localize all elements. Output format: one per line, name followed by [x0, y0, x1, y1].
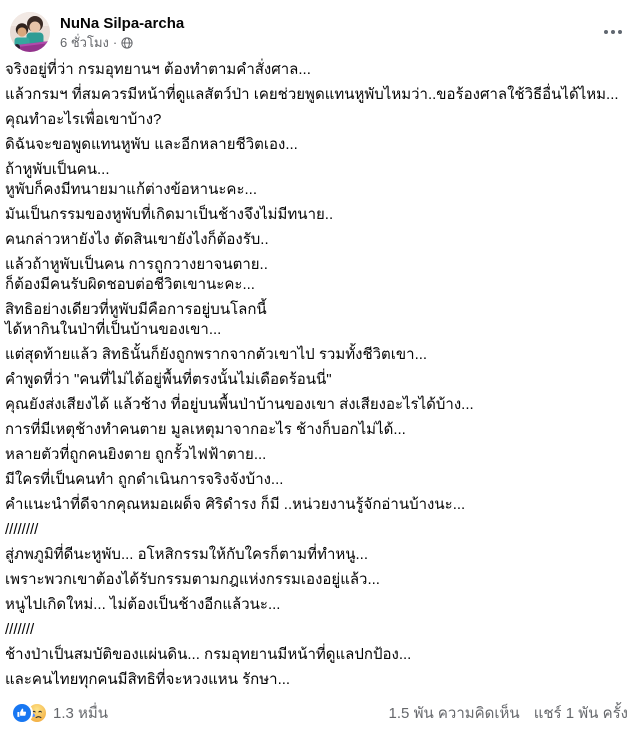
post-paragraph: [5, 495, 630, 515]
post-paragraph: [5, 395, 630, 415]
avatar-photo: [10, 12, 50, 52]
post-paragraph: [5, 470, 630, 490]
post-line: คุณยังส่งเสียงได้ แล้วช้าง ที่อยู่บนพื้นป่าบ้านของเขา ส่งเสียงอะไรได้บ้าง...: [5, 396, 474, 413]
post-paragraph: [5, 60, 630, 80]
post-line: ก็ต้องมีคนรับผิดชอบต่อชีวิตเขานะคะ...: [5, 276, 255, 293]
reactions-summary[interactable]: [13, 701, 108, 725]
post-line: สู่ภพภูมิที่ดีนะหูพับ... อโหสิกรรมให้กับใครก็ตามที่ทำหนู...: [5, 546, 369, 563]
post-line: ช้างป่าเป็นสมบัติของแผ่นดิน... กรมอุทยานมีหน้าที่ดูแลปกป้อง...: [5, 646, 412, 663]
post-line: ได้หากินในป่าที่เป็นบ้านของเขา...: [5, 321, 222, 338]
more-options-button[interactable]: [598, 16, 628, 48]
post-line: สิทธิอย่างเดียวที่หูพับมีคือการอยู่บนโลกนี้: [5, 301, 267, 318]
post-line: ////////: [5, 521, 39, 538]
post-line: มีใครที่เป็นคนทำ ถูกดำเนินการจริงจังบ้าง...: [5, 471, 284, 488]
post-paragraph: [5, 255, 630, 295]
post-line: หลายตัวที่ถูกคนยิงตาย ถูกรั้วไฟฟ้าตาย...: [5, 446, 267, 463]
post-paragraph: [5, 545, 630, 565]
post-paragraph: [5, 160, 630, 200]
post-paragraph: [5, 595, 630, 615]
post-line: มันเป็นกรรมของหูพับที่เกิดมาเป็นช้างจึงไม่มีทนาย..: [5, 206, 334, 223]
reaction-icons: [13, 704, 46, 722]
post-paragraph: [5, 370, 630, 390]
avatar[interactable]: [10, 12, 50, 52]
post-line: คำแนะนำที่ดีจากคุณหมอเผด็จ ศิริดำรง ก็มี ..หน่วยงานรู้จักอ่านบ้างนะ...: [5, 496, 466, 513]
like-icon: [13, 704, 31, 722]
post-paragraph: [5, 205, 630, 225]
post-paragraph: [5, 230, 630, 250]
post-paragraph: [5, 345, 630, 365]
ellipsis-icon: [602, 22, 624, 42]
post-text: [0, 56, 640, 690]
post-paragraph: [5, 445, 630, 465]
post-line: เพราะพวกเขาต้องได้รับกรรมตามกฎแห่งกรรมเองอยู่แล้ว...: [5, 571, 380, 588]
post-paragraph: [5, 135, 630, 155]
post-header-info: [60, 12, 184, 51]
meta-separator: ·: [112, 35, 118, 50]
post-line: ดิฉันจะขอพูดแทนหูพับ และอีกหลายชีวิตเอง...: [5, 136, 298, 153]
post-line: แต่สุดท้ายแล้ว สิทธินั้นก็ยังถูกพรากจากตัวเขาไป รวมทั้งชีวิตเขา...: [5, 346, 428, 363]
engagement-bar: [0, 701, 640, 725]
post-paragraph: [5, 670, 630, 690]
globe-icon: [121, 37, 133, 49]
author-name[interactable]: NuNa Silpa-archa: [60, 15, 185, 32]
post-line: ถ้าหูพับเป็นคน...: [5, 161, 110, 178]
post-meta: [60, 35, 184, 51]
reactions-count: 1.3 หมื่น: [53, 705, 109, 722]
shares-count[interactable]: แชร์ 1 พัน ครั้ง: [533, 705, 628, 722]
post-line: คนกล่าวหายังไง ตัดสินเขายังไงก็ต้องรับ..: [5, 231, 269, 248]
comments-shares-counts: [389, 701, 628, 725]
post-paragraph: [5, 645, 630, 665]
post-line: หูพับก็คงมีทนายมาแก้ต่างข้อหานะคะ...: [5, 181, 258, 198]
comments-count[interactable]: 1.5 พัน ความคิดเห็น: [388, 705, 520, 722]
post-paragraph: [5, 520, 630, 540]
post-line: หนูไปเกิดใหม่... ไม่ต้องเป็นช้างอีกแล้วนะ...: [5, 596, 281, 613]
post-header: [0, 0, 640, 56]
post-line: แล้วถ้าหูพับเป็นคน การถูกวางยาจนตาย..: [5, 256, 268, 273]
post-line: และคนไทยทุกคนมีสิทธิที่จะหวงแหน รักษา...: [5, 671, 291, 688]
post-paragraph: [5, 420, 630, 440]
post-line: จริงอยู่ที่ว่า กรมอุทยานฯ ต้องทำตามคำสั่งศาล...: [5, 61, 311, 78]
post-line: แล้วกรมฯ ที่สมควรมีหน้าที่ดูแลสัตว์ป่า เคยช่วยพูดแทนหูพับไหมว่า..ขอร้องศาลใช้วิธีอื่นได้ไหม...: [5, 86, 619, 103]
post-paragraph: [5, 300, 630, 340]
post-paragraph: [5, 570, 630, 590]
post-paragraph: [5, 85, 630, 105]
post-line: คุณทำอะไรเพื่อเขาบ้าง?: [5, 111, 162, 128]
post-paragraph: [5, 110, 630, 130]
post-line: คำพูดที่ว่า "คนที่ไม่ได้อยู่พื้นที่ตรงนั้นไม่เดือดร้อนนี่": [5, 371, 332, 388]
timestamp[interactable]: 6 ชั่วโมง: [60, 35, 109, 50]
post-paragraph: [5, 620, 630, 640]
post-line: ///////: [5, 621, 35, 638]
post-line: การที่มีเหตุช้างทำคนตาย มูลเหตุมาจากอะไร ช้างก็บอกไม่ได้...: [5, 421, 406, 438]
